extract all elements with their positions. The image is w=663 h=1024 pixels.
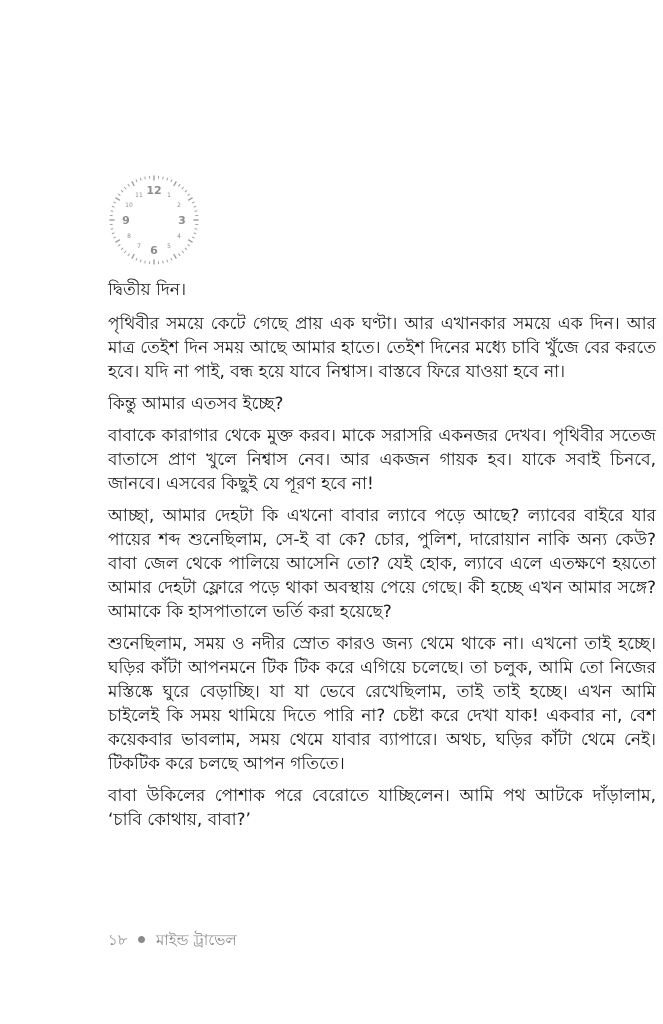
paragraph: বাবা উকিলের পোশাক পরে বেরোতে যাচ্ছিলেন। আমি পথ আটকে দাঁড়ালাম, ‘চাবি কোথায়, বাবা?’ [108, 786, 656, 830]
paragraph: বাবাকে কারাগার থেকে মুক্ত করব। মাকে সরাসরি একনজর দেখব। পৃথিবীর সতেজ বাতাসে প্রাণ খুলে নিশ্বাস নেব। আর একজন গায়ক হব। যাকে সবাই চিনবে, জানবে। এসবের কিছুই যে পূরণ হবে না! [108, 426, 656, 494]
clock-numeral-6: 6 [150, 244, 158, 257]
clock-numeral-9: 9 [122, 214, 130, 227]
chapter-body [108, 278, 656, 840]
paragraph: আচ্ছা, আমার দেহটা কি এখনো বাবার ল্যাবে পড়ে আছে? ল্যাবের বাইরে যার পায়ের শব্দ শুনেছিলাম, সে-ই বা কে? চোর, পুলিশ, দারোয়ান নাকি অন্য কেউ? বাবা জেল থেকে পালিয়ে আসেনি তো? যেই হোক, ল্যাবে এলে এতক্ষণে হয়তো আমার দেহটা ফ্লোরে পড়ে থাকা অবস্থায় পেয়ে গেছে। কী হচ্ছে এখন আমার সঙ্গে? আমাকে কি হাসপাতালে ভর্তি করা হয়েছে? [108, 506, 656, 622]
clock-numeral-11: 11 [135, 192, 143, 199]
bullet-icon [138, 936, 145, 943]
clock-numeral-5: 5 [167, 243, 171, 250]
clock-numeral-8: 8 [127, 233, 131, 240]
clock-numeral-7: 7 [137, 243, 141, 250]
paragraph: কিন্তু আমার এতসব ইচ্ছে? [108, 394, 284, 414]
day-heading: দ্বিতীয় দিন। [108, 280, 187, 300]
paragraph: পৃথিবীর সময়ে কেটে গেছে প্রায় এক ঘণ্টা। আর এখানকার সময়ে এক দিন। আর মাত্র তেইশ দিন সময় আছে আমার হাতে। তেইশ দিনের মধ্যে চাবি খুঁজে বের করতে হবে। যদি না পাই, বন্ধ হয়ে যাবে নিশ্বাস। বাস্তবে ফিরে যাওয়া হবে না। [108, 314, 656, 382]
paragraph: শুনেছিলাম, সময় ও নদীর স্রোত কারও জন্য থেমে থাকে না। এখনো তাই হচ্ছে। ঘড়ির কাঁটা আপনমনে টিক টিক করে এগিয়ে চলেছে। তা চলুক, আমি তো নিজের মস্তিষ্কে ঘুরে বেড়াচ্ছি। যা যা ভেবে রেখেছিলাম, তাই তাই হচ্ছে। এখন আমি চাইলেই কি সময় থামিয়ে দিতে পারি না? চেষ্টা করে দেখা যাক! একবার না, বেশ কয়েকবার ভাবলাম, সময় থেমে যাবার ব্যাপারে। অথচ, ঘড়ির কাঁটা থেমে নেই। টিকটিক করে চলছে আপন গতিতে। [108, 634, 656, 774]
book-title: মাইন্ড ট্রাভেল [156, 931, 237, 949]
clock-numeral-10: 10 [125, 202, 133, 209]
clock-numeral-4: 4 [177, 233, 181, 240]
clock-numeral-2: 2 [177, 202, 181, 209]
book-page [108, 0, 656, 1024]
page-footer [108, 929, 237, 951]
clock-numeral-1: 1 [167, 192, 171, 199]
clock-face-icon [108, 174, 200, 266]
clock-numeral-3: 3 [178, 214, 186, 227]
clock-numeral-12: 12 [146, 184, 162, 197]
page-number: ১৮ [108, 931, 128, 949]
